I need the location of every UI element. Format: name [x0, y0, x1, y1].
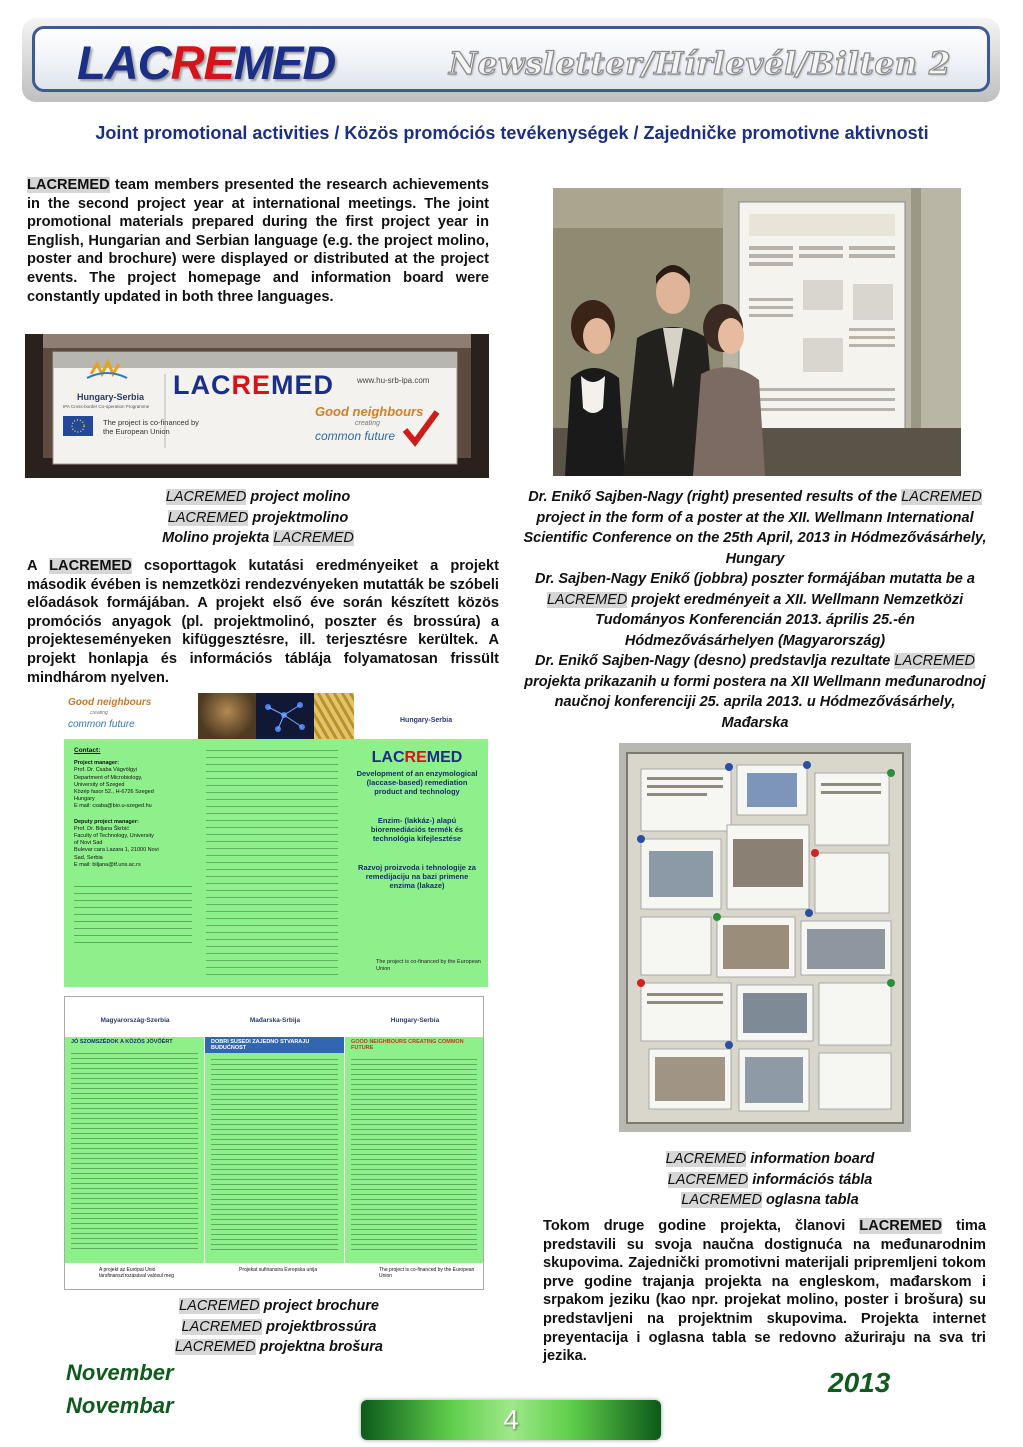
intro-english: LACREMED team members presented the research achievements in the second project year at international meetings. The joint promotional materials prepared during the first project year in English, Hungarian and Serbian language (e.g. the project molino, poster and brochure) were displayed or distributed at the project events. The project homepage and information board were constantly updated in both three languages.: [27, 177, 489, 305]
molecule-image: [256, 693, 314, 739]
brochure-caption: LACREMED project brochure LACREMED projektbrossúra LACREMED projektna brošura: [175, 1298, 383, 1355]
molino-logo: LACREMED: [173, 370, 335, 400]
molino-programme: IPA Cross-border Co-operation Programme: [63, 404, 150, 409]
brochure-cofinanced: The project is co-financed by the European Union: [376, 959, 481, 972]
brochure-green-body: [64, 739, 488, 987]
footer-month: [66, 1356, 174, 1422]
back-sr-foot: Projekat sufinansira Evropska unija: [239, 1267, 318, 1273]
brochure-right-panel: [346, 739, 488, 987]
footer-year: 2013: [828, 1367, 891, 1398]
back-en-country: Hungary-Serbia: [390, 1017, 440, 1024]
brochure-top-strip: [64, 693, 488, 739]
lacremed-logo: LACREMED: [77, 36, 336, 89]
poster-caption: Dr. Enikő Sajben-Nagy (right) presented results of the LACREMED project in the form of a poster at the XII. Wellmann International Scientific Conference on the 25th April, 2013 in Hódmezővásárhely, Hungary Dr. Sajben-Nagy Enikő (jobbra) poszter formájában mutatta be a LACREMED projekt eredményeit a XII. Wellmann Nemzetközi Tudományos Konferencián 2013. április 25.-én Hódmezővásárhelyen (Magyarország) Dr. Enikő Sajben-Nagy (desno) predstavlja rezultate LACREMED projekta prikazanih u formi postera na XII Wellmann međunarodnoj naučnoj konferenciji 25. aprila 2013. u Hódmezővásárhely, Mađarska: [523, 489, 987, 731]
back-hu-country: Magyarország-Szerbia: [100, 1017, 170, 1024]
grain-image: [314, 693, 354, 739]
back-en-foot: The project is co-financed by the European Union: [379, 1267, 475, 1279]
poster-photo: [553, 188, 961, 476]
brochure-middle-text: [206, 747, 338, 979]
molino-caption: LACREMED project molino LACREMED projektmolino Molino projekta LACREMED: [162, 489, 354, 546]
month-serbian: Novembar: [66, 1393, 174, 1418]
molino-country: Hungary-Serbia: [77, 392, 145, 402]
brochure-en-title: Development of an enzymological (laccase-based) remediation product and technology: [356, 769, 478, 796]
brochure-hu-title: Enzim- (lakkáz-) alapú bioremediációs termék és technológia kifejlesztése: [370, 816, 464, 843]
header-banner: [22, 18, 1000, 102]
back-sr-country: Mađarska-Srbija: [249, 1017, 301, 1024]
page-number-bar: [361, 1400, 661, 1440]
back-hu-foot: A projekt az Európai Unió társfinanszírozásával valósul meg: [99, 1267, 175, 1279]
brochure-sr-title: Razvoj proizvoda i tehnologije za remedijaciju na bazi primene enzima (lakaze): [358, 863, 476, 890]
board-caption: LACREMED information board LACREMED információs tábla LACREMED oglasna tabla: [665, 1151, 875, 1208]
information-board-photo: [619, 743, 911, 1132]
molino-cofinanced: The project is co-financed by the European Union: [103, 418, 199, 436]
molino-slogan: Good neighbours creating common future: [315, 404, 424, 443]
page-title: Joint promotional activities / Közös promóciós tevékenységek / Zajedničke promotivne aktivnosti: [95, 123, 929, 143]
back-hu-column: JÓ SZOMSZÉDOK A KÖZÖS JÖVŐÉRT: [65, 1037, 204, 1263]
month-english: November: [66, 1360, 174, 1385]
brochure-country: Hungary-Serbia: [400, 717, 453, 724]
newsletter-label: Newsletter/Hírlevél/Bilten 2: [448, 46, 951, 82]
brochure-logo: LACREMED: [371, 749, 463, 766]
molino-photo: [25, 334, 489, 478]
brochure-contact: Contact: Project manager: Prof. Dr. Csaba Vágvölgyi Department of Microbiology, University of Szeged Közép fasor 52., H-6726 Szeged Hungary E mail: csaba@bio.u-szeged.hu Deputy project manager: Prof. Dr. Biljana Škrbić Faculty of Technology, University of Novi Sad Bulevar cara Lazara 1, 21000 Novi Sad, Serbia E mail: biljana@tf.uns.ac.rs: [74, 747, 192, 947]
brochure-front: [64, 693, 488, 987]
brochure-slogan: Good neighbours creating common future: [68, 697, 152, 730]
back-sr-column: DOBRI SUSEDI ZAJEDNO STVARAJU BUDUĆNOST: [205, 1037, 344, 1263]
molino-url: www.hu-srb-ipa.com: [357, 376, 430, 385]
intro-serbian: Tokom druge godine projekta, članovi LACREMED tima predstavili su svoja naučna dostignuća na međunarodnim skupovima. Zajednički promotivni materijali pripremljeni tokom prve godine trajanja projekta na engleskom, mađarskom i srpakom jeziku (kao npr. projekat molino, poster i brošura) su predstavljeni na projektnim skupovima. Projekta internet preyentacija i oglasna tabla se redovno ažuriraju na sva tri jezika.: [543, 1218, 986, 1365]
header-frame: [32, 26, 990, 92]
brochure-back: [64, 996, 484, 1290]
back-en-column: GOOD NEIGHBOURS CREATING COMMON FUTURE: [345, 1037, 483, 1263]
page-number: 4: [503, 1404, 519, 1435]
fungus-image: [198, 693, 256, 739]
intro-hungarian: A LACREMED csoporttagok kutatási eredményeiket a projekt második évében is nemzetközi rendezvényeken mutatták be szóbeli előadások formájában. A projekt első éve során készített közös promóciós anyagok (pl. projektmolinó, poszter és brossúra) a projekteseményeken kifüggesztésre, ill. terjesztésre kerültek. A projekt honlapja és információs táblája folyamatosan frissült mindhárom nyelven.: [27, 558, 499, 686]
